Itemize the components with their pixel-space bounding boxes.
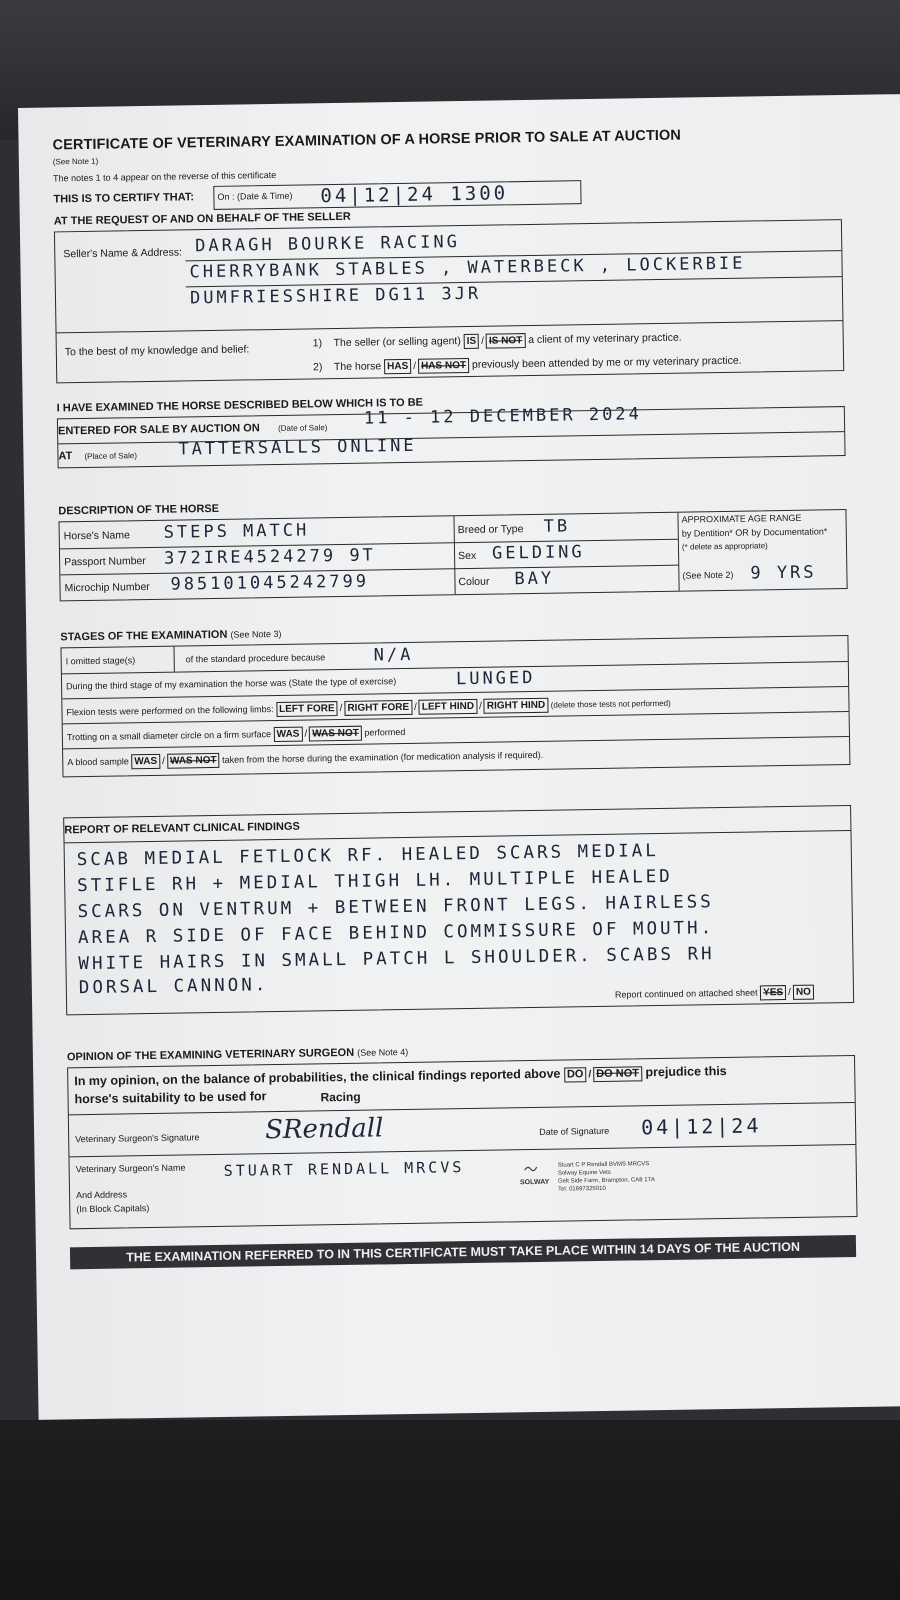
trot-was-option[interactable]: WAS (274, 727, 303, 742)
breed-value[interactable]: TB (543, 516, 571, 537)
opinion-heading (67, 1046, 409, 1063)
address-label: And Address (76, 1189, 128, 1201)
opinion-text-1: In my opinion, on the balance of probabilities, the clinical findings reported above (74, 1066, 561, 1089)
opinion-box (67, 1055, 857, 1229)
sale-heading: I HAVE EXAMINED THE HORSE DESCRIBED BELOW WHICH IS TO BE (56, 396, 424, 415)
seller-box (54, 219, 844, 383)
q2-slash: / (413, 360, 417, 372)
trotting-label: Trotting on a small diameter circle on a firm surface (66, 729, 272, 743)
vet-name-value[interactable]: STUART RENDALL MRCVS (223, 1158, 465, 1180)
omitted-label: I omitted stage(s) (65, 655, 136, 667)
age-see-note: (See Note 2) (682, 569, 734, 581)
horse-row-divider-2 (60, 565, 678, 576)
left-fore-option[interactable]: LEFT FORE (276, 701, 338, 717)
omitted-value[interactable]: N/A (373, 644, 414, 666)
trotting-post: performed (364, 726, 406, 738)
place-of-sale-label: (Place of Sale) (84, 451, 138, 461)
third-stage-value[interactable]: LUNGED (455, 667, 536, 690)
certificate-paper (18, 94, 900, 1420)
findings-line-3[interactable]: SCARS ON VENTRUM + BETWEEN FRONT LEGS. HAIRLESS (77, 892, 714, 923)
flexion-row (66, 696, 670, 720)
age-value[interactable]: 9 YRS (750, 562, 817, 584)
block-capitals-label: (In Block Capitals) (76, 1203, 150, 1215)
right-hind-option[interactable]: RIGHT HIND (484, 698, 549, 714)
flexion-note: (delete those tests not performed) (550, 698, 671, 710)
age-range-heading: APPROXIMATE AGE RANGE (681, 512, 802, 525)
certify-label: THIS IS TO CERTIFY THAT: (53, 191, 195, 206)
continued-no-option[interactable]: NO (793, 985, 814, 1000)
limb-slash-2: / (414, 701, 417, 713)
date-of-sale-value[interactable]: 11 - 12 DECEMBER 2024 (363, 404, 642, 429)
blood-was-not-option[interactable]: WAS NOT (167, 753, 220, 769)
stamp-line-2: Solway Equine Vets (557, 1169, 611, 1177)
findings-line-4[interactable]: AREA R SIDE OF FACE BEHIND COMMISSURE OF MOUTH. (77, 918, 715, 949)
continued-yes-option[interactable]: YES (760, 985, 786, 1000)
sex-value[interactable]: GELDING (491, 542, 585, 564)
seller-heading: AT THE REQUEST OF AND ON BEHALF OF THE SELLER (53, 210, 351, 228)
notes-line: The notes 1 to 4 appear on the reverse of this certificate (53, 169, 277, 184)
exam-date-value: 04|12|24 1300 (320, 182, 509, 208)
practice-stamp (520, 1158, 701, 1205)
is-not-option[interactable]: IS NOT (486, 333, 526, 349)
blood-was-option[interactable]: WAS (131, 754, 160, 769)
blood-post: taken from the horse during the examination (for medication analysis if required). (221, 749, 544, 765)
breed-label: Breed or Type (457, 523, 524, 537)
horse-description-table (58, 509, 847, 601)
limb-slash-1: / (339, 702, 343, 715)
opinion-rule-2 (69, 1144, 855, 1157)
seller-client-question (313, 331, 682, 352)
age-range-method: by Dentition* OR by Documentation* (681, 526, 828, 539)
report-continued-row (615, 985, 814, 1003)
q1-slash: / (481, 335, 485, 347)
q1-number: 1) (312, 337, 323, 350)
stages-rule-1 (62, 661, 848, 674)
opinion-text-post: prejudice this (645, 1063, 727, 1080)
do-option[interactable]: DO (564, 1067, 587, 1082)
trot-slash: / (304, 728, 308, 740)
q2-post: previously been attended by me or my veterinary practice. (471, 354, 742, 371)
blood-label: A blood sample (67, 756, 129, 768)
trot-was-not-option[interactable]: WAS NOT (309, 726, 362, 742)
date-of-signature-label: Date of Signature (539, 1125, 610, 1137)
wave-logo-icon (524, 1163, 538, 1173)
horse-col-divider-2 (677, 513, 679, 591)
exam-date-field[interactable] (213, 180, 581, 210)
findings-heading: REPORT OF RELEVANT CLINICAL FINDINGS (64, 820, 300, 837)
findings-line-5[interactable]: WHITE HAIRS IN SMALL PATCH L SHOULDER. SCABS RH (78, 944, 715, 975)
flexion-label: Flexion tests were performed on the following limbs: (66, 704, 274, 718)
date-of-sale-label: (Date of Sale) (277, 423, 328, 433)
certificate-title: CERTIFICATE OF VETERINARY EXAMINATION OF A HORSE PRIOR TO SALE AT AUCTION (52, 127, 682, 154)
has-not-option[interactable]: HAS NOT (418, 358, 469, 374)
limb-slash-3: / (478, 700, 482, 712)
colour-value[interactable]: BAY (514, 568, 555, 590)
stages-heading (60, 628, 281, 643)
certificate-form (46, 124, 892, 1265)
horse-description-heading: DESCRIPTION OF THE HORSE (58, 502, 220, 518)
opinion-statement (74, 1064, 727, 1090)
microchip-label: Microchip Number (64, 580, 150, 595)
stages-heading-text: STAGES OF THE EXAMINATION (60, 628, 228, 644)
opinion-slash: / (588, 1069, 592, 1081)
stamp-line-4: Tel: 01697325010 (558, 1185, 606, 1193)
findings-box (63, 805, 854, 1015)
findings-line-6[interactable]: DORSAL CANNON. (78, 975, 269, 999)
q2-number: 2) (313, 361, 323, 374)
seller-line-1[interactable]: DARAGH BOURKE RACING (195, 232, 461, 257)
seller-divider (57, 320, 843, 333)
auction-deadline-banner: THE EXAMINATION REFERRED TO IN THIS CERTIFICATE MUST TAKE PLACE WITHIN 14 DAYS OF THE AUCTION (70, 1235, 856, 1269)
has-option[interactable]: HAS (384, 359, 411, 374)
omitted-mid-label: of the standard procedure because (185, 652, 326, 665)
passport-value[interactable]: 372IRE4524279 9T (163, 545, 376, 569)
horse-col-divider-1 (453, 516, 455, 594)
horse-name-label: Horse's Name (63, 529, 131, 543)
seller-line-2[interactable]: CHERRYBANK STABLES , WATERBECK , LOCKERBIE (189, 253, 746, 283)
belief-label: To the best of my knowledge and belief: (64, 343, 250, 359)
seller-line-3[interactable]: DUMFRIESSHIRE DG11 3JR (189, 283, 482, 309)
stamp-line-1: Stuart C P Rendall BVMS MRCVS (557, 1161, 650, 1169)
opinion-text-2: horse's suitability to be used for (74, 1089, 267, 1107)
table-surface-bottom (0, 1420, 900, 1600)
q2-text: The horse (333, 360, 382, 374)
opinion-purpose[interactable]: Racing (320, 1089, 361, 1105)
left-hind-option[interactable]: LEFT HIND (419, 699, 477, 715)
do-not-option[interactable]: DO NOT (593, 1066, 642, 1082)
opinion-heading-note: (See Note 4) (357, 1046, 409, 1058)
sale-box (57, 406, 846, 468)
stamp-brand: SOLWAY (519, 1178, 550, 1187)
age-range-delete-note: (* delete as appropriate) (681, 541, 768, 552)
blood-slash: / (162, 755, 165, 767)
vet-signature[interactable]: SRendall (264, 1113, 384, 1146)
place-of-sale-value[interactable]: TATTERSALLS ONLINE (178, 435, 417, 460)
seller-name-label: Seller's Name & Address: (63, 246, 183, 261)
passport-label: Passport Number (64, 555, 146, 569)
horse-attended-question (313, 354, 742, 376)
is-option[interactable]: IS (464, 334, 480, 349)
at-label: AT (58, 450, 73, 463)
exam-date-label: On : (Date & Time) (217, 190, 293, 202)
trotting-row (67, 725, 406, 745)
findings-line-2[interactable]: STIFLE RH + MEDIAL THIGH LH. MULTIPLE HEALED (77, 866, 673, 897)
q1-post: a client of my veterinary practice. (528, 331, 682, 347)
signature-label: Veterinary Surgeon's Signature (75, 1132, 200, 1145)
vet-name-label: Veterinary Surgeon's Name (75, 1162, 186, 1175)
right-fore-option[interactable]: RIGHT FORE (344, 700, 412, 716)
stages-heading-note: (See Note 3) (230, 628, 282, 640)
sex-label: Sex (457, 549, 477, 563)
entered-label: ENTERED FOR SALE BY AUCTION ON (57, 422, 260, 438)
blood-row (67, 748, 543, 770)
stages-omit-divider (173, 647, 174, 672)
date-of-signature-value[interactable]: 04|12|24 (640, 1113, 762, 1140)
third-stage-label: During the third stage of my examination the horse was (State the type of exercise) (66, 676, 397, 692)
continued-slash: / (788, 986, 791, 999)
stages-box (60, 635, 850, 777)
q1-text: The seller (or selling agent) (333, 335, 461, 350)
findings-line-1[interactable]: SCAB MEDIAL FETLOCK RF. HEALED SCARS MEDIAL (76, 841, 659, 871)
stamp-line-3: Gelt Side Farm, Brampton, CA8 1TA (557, 1177, 655, 1185)
report-continued-label: Report continued on attached sheet (614, 987, 758, 1000)
horse-name-value[interactable]: STEPS MATCH (163, 520, 310, 543)
opinion-heading-text: OPINION OF THE EXAMINING VETERINARY SURGEON (66, 1046, 355, 1064)
microchip-value[interactable]: 985101045242799 (170, 571, 370, 595)
see-note-1: (See Note 1) (52, 156, 99, 167)
colour-label: Colour (458, 575, 490, 589)
